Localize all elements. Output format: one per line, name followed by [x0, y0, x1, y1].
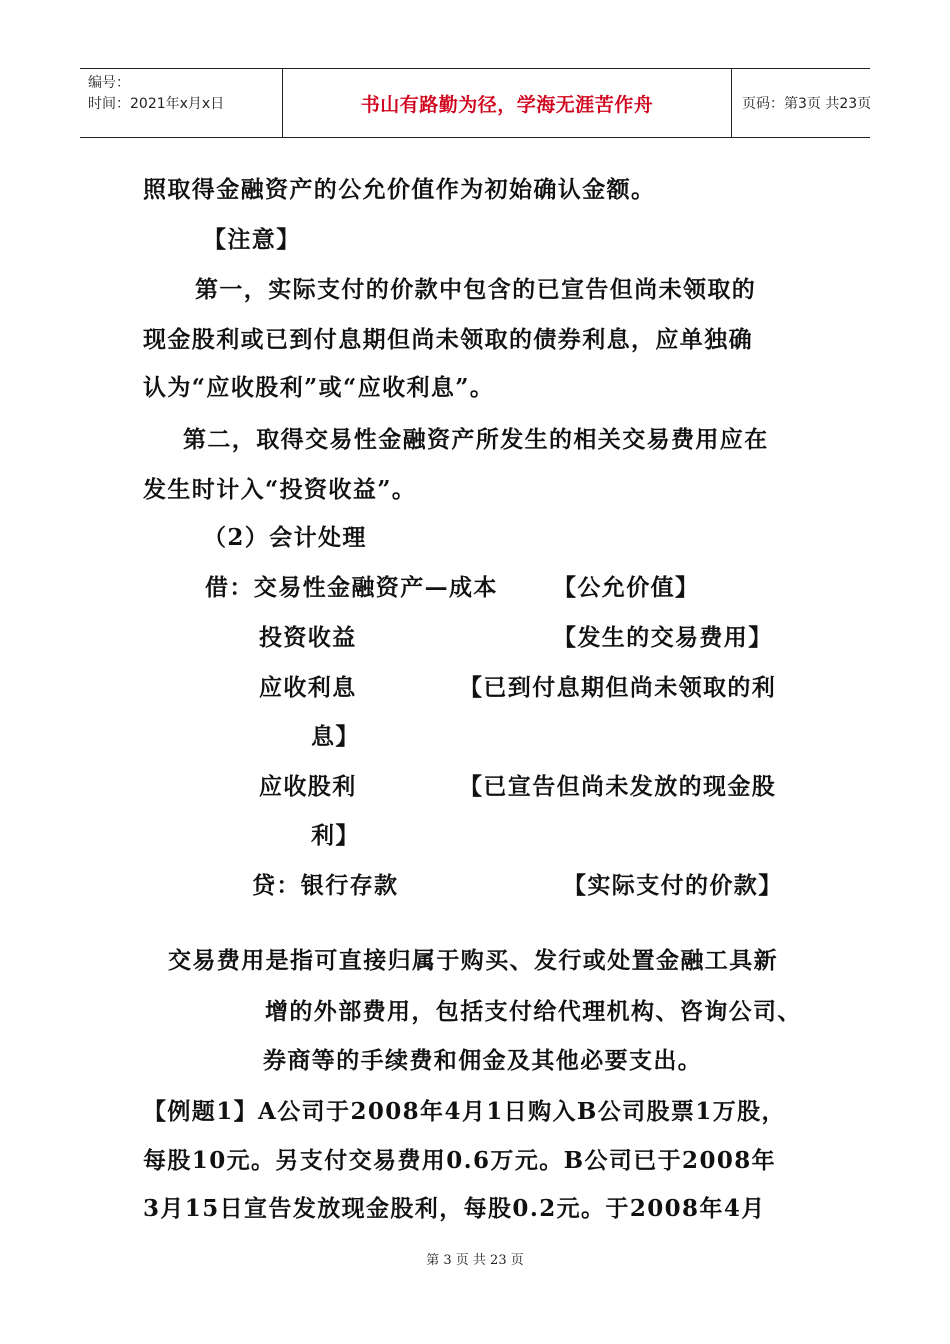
- header-page-cell: [732, 69, 870, 137]
- page-header: [80, 68, 870, 138]
- text-line: 券商等的手续费和佣金及其他必要支出。: [263, 1047, 703, 1074]
- text-line: 照取得金融资产的公允价值作为初始确认金额。: [143, 176, 656, 203]
- entry-account: 应收利息: [259, 674, 357, 701]
- entry-note: 【发生的交易费用】: [553, 624, 773, 651]
- example-line: 3月15日宣告发放现金股利，每股0.2元。于2008年4月: [143, 1195, 766, 1222]
- text-line: 发生时计入“投资收益”。: [143, 476, 417, 503]
- time-label: 时间：2021年x月x日: [88, 96, 225, 112]
- section-heading: （2）会计处理: [203, 524, 367, 551]
- entry-debit-note: 【公允价值】: [553, 574, 700, 601]
- entry-note-continued: 利】: [311, 822, 360, 849]
- header-motto-cell: [282, 69, 732, 137]
- entry-account: 投资收益: [259, 624, 357, 651]
- entry-credit-note: 【实际支付的价款】: [563, 872, 783, 899]
- number-label: 编号：: [88, 75, 130, 91]
- text-line: 现金股利或已到付息期但尚未领取的债券利息，应单独确: [143, 326, 753, 353]
- motto-text: 书山有路勤为径，学海无涯苦作舟: [360, 93, 654, 116]
- example-line: 每股10元。另支付交易费用0.6万元。B公司已于2008年: [143, 1147, 777, 1174]
- entry-note: 【已到付息期但尚未领取的利: [459, 674, 777, 701]
- entry-debit-account: 借：交易性金融资产—成本: [205, 574, 498, 601]
- text-line: 认为“应收股利”或“应收利息”。: [143, 374, 495, 401]
- entry-note: 【已宣告但尚未发放的现金股: [459, 773, 777, 800]
- text-line: 增的外部费用，包括支付给代理机构、咨询公司、: [265, 998, 802, 1025]
- entry-credit-account: 贷：银行存款: [252, 872, 399, 899]
- page-indicator: 页码：第3页 共23页: [742, 96, 872, 112]
- example-line: 【例题1】A公司于2008年4月1日购入B公司股票1万股，: [143, 1098, 786, 1125]
- page-footer: 第 3 页 共 23 页: [426, 1253, 524, 1268]
- text-line: 第一，实际支付的价款中包含的已宣告但尚未领取的: [195, 276, 757, 303]
- text-line: 第二，取得交易性金融资产所发生的相关交易费用应在: [183, 426, 769, 453]
- entry-note-continued: 息】: [311, 723, 360, 750]
- header-meta: [80, 69, 282, 137]
- text-line: 交易费用是指可直接归属于购买、发行或处置金融工具新: [168, 947, 778, 974]
- note-heading: 【注意】: [203, 226, 301, 253]
- entry-account: 应收股利: [259, 773, 357, 800]
